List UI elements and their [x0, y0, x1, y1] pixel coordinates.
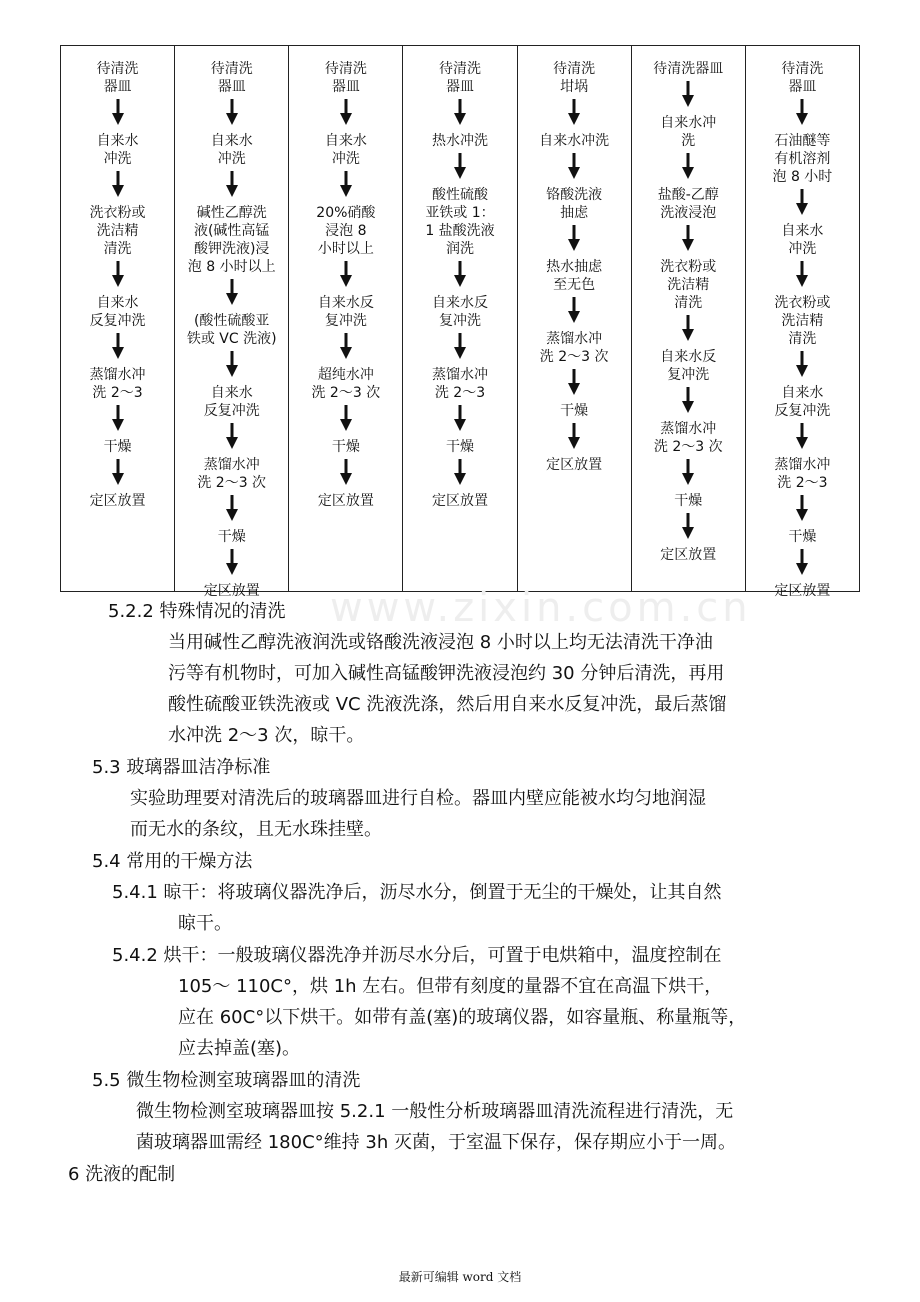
flow-step: 自来水 冲洗 [324, 133, 367, 167]
text-line: 5.2.2 特殊情况的清洗 [108, 601, 286, 622]
down-arrow-icon [454, 330, 466, 366]
down-arrow-icon [568, 294, 580, 330]
flow-step: 蒸馏水冲 洗 2～3 次 [539, 331, 609, 365]
flow-step: 超纯水冲 洗 2～3 次 [311, 367, 381, 401]
flow-step: 自来水反 复冲洗 [431, 295, 488, 329]
flow-step: 待清洗 器皿 [324, 61, 367, 95]
down-arrow-icon [454, 456, 466, 492]
flow-step: 自来水 冲洗 [96, 133, 139, 167]
flow-column [745, 46, 859, 599]
down-arrow-icon [454, 402, 466, 438]
flow-step: 自来水 反复冲洗 [89, 295, 146, 329]
flow-step: 定区放置 [431, 493, 488, 509]
text-line: 5.4 常用的干燥方法 [92, 851, 253, 872]
down-arrow-icon [682, 510, 694, 546]
text-line: 而无水的条纹，且无水珠挂壁。 [130, 819, 382, 840]
flow-step: 定区放置 [203, 583, 260, 599]
flow-step: 定区放置 [774, 583, 831, 599]
text-line: 酸性硫酸亚铁洗液或 VC 洗液洗涤，然后用自来水反复冲洗，最后蒸馏 [168, 694, 727, 715]
text-line: 5.4.2 烘干：一般玻璃仪器洗净并沥尽水分后，可置于电烘箱中，温度控制在 [112, 945, 722, 966]
flow-step: 碱性乙醇洗 液(碱性高锰 酸钾洗液)浸 泡 8 小时以上 [187, 205, 276, 275]
watermark: www.zixin.com.cn [330, 585, 752, 631]
flow-step: 干燥 [445, 439, 474, 455]
down-arrow-icon [682, 312, 694, 348]
page-footer: 最新可编辑 word 文档 [398, 1270, 522, 1284]
flow-step: 定区放置 [660, 547, 717, 563]
flow-step: 热水冲洗 [431, 133, 488, 149]
down-arrow-icon [682, 456, 694, 492]
down-arrow-icon [682, 78, 694, 114]
flow-step: 蒸馏水冲 洗 2～3 次 [197, 457, 267, 491]
flow-step: 自来水反 复冲洗 [317, 295, 374, 329]
down-arrow-icon [112, 258, 124, 294]
flow-step: 待清洗 器皿 [781, 61, 824, 95]
down-arrow-icon [340, 456, 352, 492]
down-arrow-icon [568, 150, 580, 186]
down-arrow-icon [568, 96, 580, 132]
down-arrow-icon [796, 546, 808, 582]
flow-step: 洗衣粉或 洗洁精 清洗 [660, 259, 717, 311]
down-arrow-icon [340, 402, 352, 438]
down-arrow-icon [112, 402, 124, 438]
flow-step: 干燥 [103, 439, 132, 455]
flow-step: 待清洗 坩埚 [553, 61, 596, 95]
down-arrow-icon [112, 330, 124, 366]
down-arrow-icon [454, 258, 466, 294]
text-line: 污等有机物时，可加入碱性高锰酸钾洗液浸泡约 30 分钟后清洗，再用 [168, 663, 725, 684]
down-arrow-icon [226, 96, 238, 132]
flow-column [61, 46, 174, 591]
flow-step: 盐酸-乙醇 洗液浸泡 [657, 187, 719, 221]
flow-step: 洗衣粉或 洗洁精 清洗 [89, 205, 146, 257]
flow-step: 待清洗 器皿 [210, 61, 253, 95]
down-arrow-icon [340, 96, 352, 132]
down-arrow-icon [568, 222, 580, 258]
flow-step: 蒸馏水冲 洗 2～3 [774, 457, 831, 491]
flow-step: 石油醚等 有机溶剂 泡 8 小时 [772, 133, 833, 185]
flow-column [174, 46, 288, 599]
down-arrow-icon [796, 492, 808, 528]
down-arrow-icon [568, 420, 580, 456]
flow-column [402, 46, 516, 591]
down-arrow-icon [796, 258, 808, 294]
flow-step: 自来水 冲洗 [781, 223, 824, 257]
down-arrow-icon [226, 546, 238, 582]
down-arrow-icon [682, 150, 694, 186]
flow-step: 蒸馏水冲 洗 2～3 [89, 367, 146, 401]
text-line: 晾干。 [178, 913, 232, 934]
flow-step: 蒸馏水冲 洗 2～3 次 [653, 421, 723, 455]
text-line: 5.3 玻璃器皿洁净标准 [92, 757, 271, 778]
flow-step: 定区放置 [546, 457, 603, 473]
flow-step: 待清洗器皿 [653, 61, 724, 77]
flow-step: 20%硝酸 浸泡 8 小时以上 [316, 205, 376, 257]
flow-column [631, 46, 745, 591]
down-arrow-icon [682, 222, 694, 258]
flow-step: 干燥 [217, 529, 246, 545]
flow-step: 待清洗 器皿 [438, 61, 481, 95]
flow-step: 定区放置 [89, 493, 146, 509]
flow-step: 干燥 [674, 493, 703, 509]
down-arrow-icon [340, 168, 352, 204]
down-arrow-icon [112, 168, 124, 204]
text-line: 实验助理要对清洗后的玻璃器皿进行自检。器皿内壁应能被水均匀地润湿 [130, 788, 706, 809]
flow-step: 自来水冲洗 [539, 133, 610, 149]
down-arrow-icon [226, 276, 238, 312]
flow-step: 洗衣粉或 洗洁精 清洗 [774, 295, 831, 347]
down-arrow-icon [112, 96, 124, 132]
down-arrow-icon [796, 96, 808, 132]
flow-step: 自来水 冲洗 [210, 133, 253, 167]
down-arrow-icon [568, 366, 580, 402]
down-arrow-icon [226, 168, 238, 204]
cleaning-flow-table [60, 45, 860, 599]
flow-step: 酸性硫酸 亚铁或 1： 1 盐酸洗液 润洗 [425, 187, 495, 257]
down-arrow-icon [796, 186, 808, 222]
flow-step: 蒸馏水冲 洗 2～3 [431, 367, 488, 401]
flow-step: 自来水 反复冲洗 [203, 385, 260, 419]
flow-step: 待清洗 器皿 [96, 61, 139, 95]
text-line: 应在 60C°以下烘干。如带有盖(塞)的玻璃仪器，如容量瓶、称量瓶等， [178, 1007, 747, 1028]
flow-step: 自来水 反复冲洗 [774, 385, 831, 419]
down-arrow-icon [454, 150, 466, 186]
flow-step: (酸性硫酸亚 铁或 VC 洗液) [186, 313, 277, 347]
down-arrow-icon [796, 348, 808, 384]
down-arrow-icon [226, 420, 238, 456]
text-line: 6 洗液的配制 [68, 1164, 176, 1185]
text-line: 水冲洗 2～3 次，晾干。 [168, 725, 365, 746]
flow-column [517, 46, 631, 591]
down-arrow-icon [340, 258, 352, 294]
flow-step: 热水抽虑 至无色 [546, 259, 603, 293]
down-arrow-icon [796, 420, 808, 456]
text-line: 5.4.1 晾干：将玻璃仪器洗净后，沥尽水分，倒置于无尘的干燥处，让其自然 [112, 882, 722, 903]
down-arrow-icon [226, 348, 238, 384]
text-line: 当用碱性乙醇洗液润洗或铬酸洗液浸泡 8 小时以上均无法清洗干净油 [168, 632, 713, 653]
text-line: 微生物检测室玻璃器皿按 5.2.1 一般性分析玻璃器皿清洗流程进行清洗，无 [136, 1101, 734, 1122]
text-line: 应去掉盖(塞)。 [178, 1038, 301, 1059]
flow-step: 干燥 [331, 439, 360, 455]
text-line: 105～ 110C°，烘 1h 左右。但带有刻度的量器不宜在高温下烘干， [178, 976, 723, 997]
down-arrow-icon [226, 492, 238, 528]
flow-step: 铬酸洗液 抽虑 [546, 187, 603, 221]
flow-step: 干燥 [788, 529, 817, 545]
down-arrow-icon [112, 456, 124, 492]
flow-step: 干燥 [560, 403, 589, 419]
down-arrow-icon [454, 96, 466, 132]
down-arrow-icon [682, 384, 694, 420]
flow-step: 自来水冲 洗 [660, 115, 717, 149]
text-line: 5.5 微生物检测室玻璃器皿的清洗 [92, 1070, 361, 1091]
flow-step: 定区放置 [317, 493, 374, 509]
text-line: 菌玻璃器皿需经 180C°维持 3h 灭菌，于室温下保存，保存期应小于一周。 [136, 1132, 736, 1153]
flow-column [288, 46, 402, 591]
flow-step: 自来水反 复冲洗 [660, 349, 717, 383]
down-arrow-icon [340, 330, 352, 366]
